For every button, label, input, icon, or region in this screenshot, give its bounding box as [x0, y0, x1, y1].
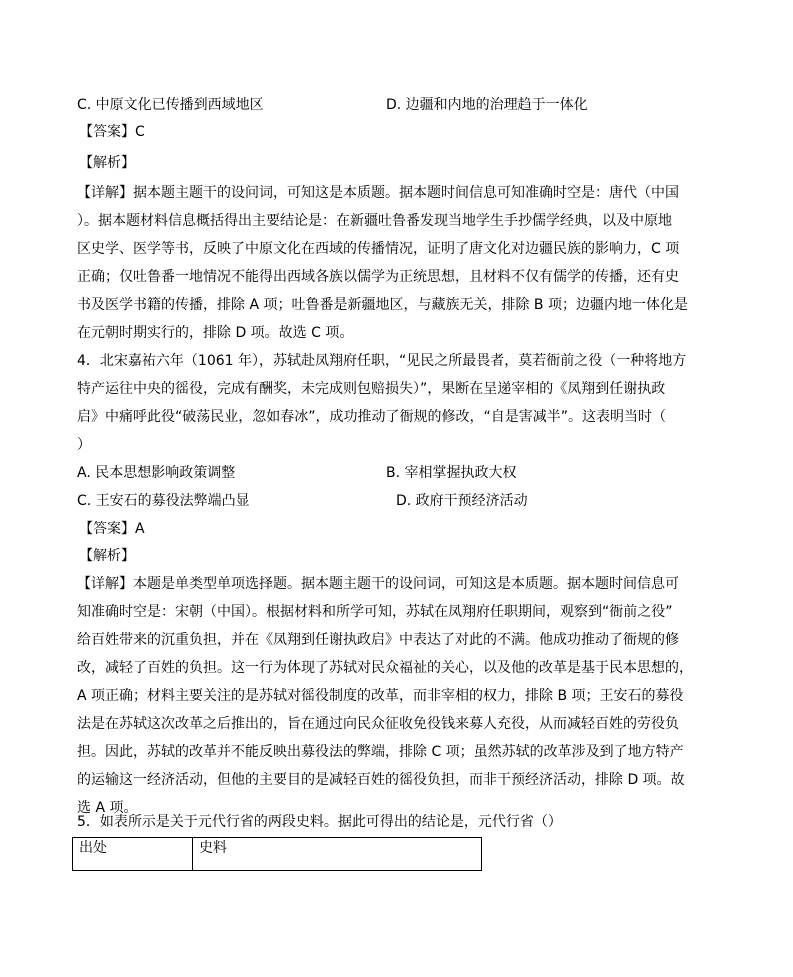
q3-detail-line: 正确；仅吐鲁番一地情况不能得出西域各族以儒学为正统思想，且材料不仅有儒学的传播，还有史 — [77, 269, 679, 285]
q3-option-d: D. 边疆和内地的治理趋于一体化 — [386, 97, 588, 113]
q4-stem-line: ） — [77, 437, 91, 453]
q3-analysis-title: 【解析】 — [79, 155, 135, 171]
q5-stem: 5．如表所示是关于元代行省的两段史料。据此可得出的结论是，元代行省（） — [77, 814, 562, 830]
q4-stem-line: 启》中痛呼此役“破荡民业，忽如春冰”，成功推动了衙规的修改，“自是害减半”。这表明当时（ — [77, 409, 667, 425]
q4-detail-line: A 项正确；材料主要关注的是苏轼对徭役制度的改革，而非宰相的权力，排除 B 项；王安石的募役 — [77, 688, 684, 704]
q4-option-b: B. 宰相掌握执政大权 — [386, 465, 517, 481]
q4-stem-line: 4．北宋嘉祐六年（1061 年），苏轼赴凤翔府任职，“见民之所最畏者，莫若衙前之役（一种将地方 — [77, 353, 687, 369]
q4-detail-line: 改，减轻了百姓的负担。这一行为体现了苏轼对民众福祉的关心，以及他的改革是基于民本思想的， — [77, 660, 693, 676]
q4-option-d: D. 政府干预经济活动 — [396, 493, 528, 509]
q4-detail-line: 给百姓带来的沉重负担，并在《凤翔到任谢执政启》中表达了对此的不满。他成功推动了衙规的修 — [77, 632, 679, 648]
q3-detail-line: ）。据本题材料信息概括得出主要结论是：在新疆吐鲁番发现当地学生手抄儒学经典，以及中原地 — [77, 213, 672, 229]
q4-option-a: A. 民本思想影响政策调整 — [77, 465, 236, 481]
table-header-material: 史料 — [193, 838, 482, 871]
q5-table — [72, 837, 482, 871]
q3-option-c: C. 中原文化已传播到西域地区 — [77, 97, 264, 113]
q4-answer: 【答案】A — [79, 521, 145, 537]
q4-detail-line: 【详解】本题是单类型单项选择题。据本题主题干的设问词，可知这是本质题。据本题时间信息可 — [77, 576, 679, 592]
q4-detail-line: 选 A 项。 — [77, 800, 138, 816]
q4-analysis-title: 【解析】 — [79, 548, 135, 564]
table-row — [73, 838, 482, 871]
q4-stem-line: 特产运往中央的徭役，完成有酬奖，未完成则包赔损失）”，果断在呈递宰相的《凤翔到任谢执政 — [77, 381, 666, 397]
q4-option-c: C. 王安石的募役法弊端凸显 — [77, 493, 250, 509]
table-header-source: 出处 — [73, 838, 193, 871]
q3-detail-line: 在元朝时期实行的，排除 D 项。故选 C 项。 — [77, 325, 354, 341]
q4-detail-line: 的运输这一经济活动，但他的主要目的是减轻百姓的徭役负担，而非干预经济活动，排除 D 项。故 — [77, 772, 685, 788]
q3-answer: 【答案】C — [79, 124, 145, 140]
q4-detail-line: 担。因此，苏轼的改革并不能反映出募役法的弊端，排除 C 项；虽然苏轼的改革涉及到了地方特产 — [77, 744, 684, 760]
q4-detail-line: 知准确时空是：宋朝（中国）。根据材料和所学可知，苏轼在凤翔府任职期间，观察到“衙前之役” — [77, 604, 673, 620]
q4-detail-line: 法是在苏轼这次改革之后推出的，旨在通过向民众征收免役钱来募人充役，从而减轻百姓的劳役负 — [77, 716, 679, 732]
q3-detail-line: 区史学、医学等书，反映了中原文化在西域的传播情况，证明了唐文化对边疆民族的影响力，C 项 — [77, 241, 680, 257]
q3-detail-line: 【详解】据本题主题干的设问词，可知这是本质题。据本题时间信息可知准确时空是：唐代（中国 — [77, 185, 679, 201]
q3-detail-line: 书及医学书籍的传播，排除 A 项；吐鲁番是新疆地区，与藏族无关，排除 B 项；边疆内地一体化是 — [77, 297, 688, 313]
